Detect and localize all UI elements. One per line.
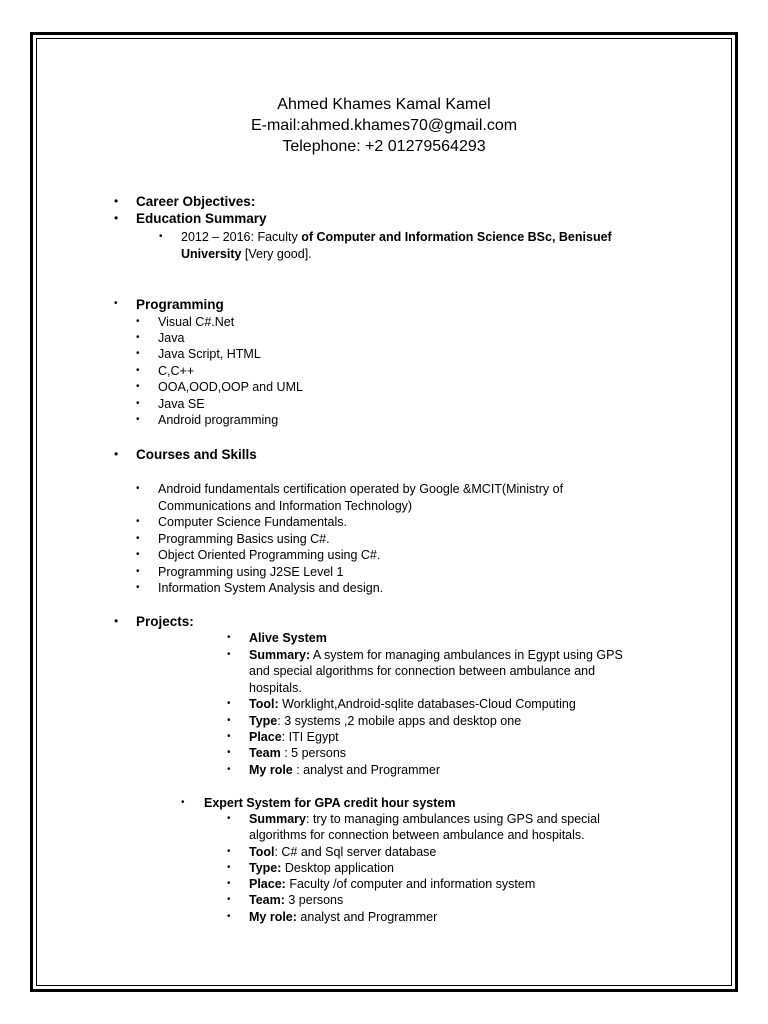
project-tool xyxy=(249,844,436,860)
bullet: • xyxy=(227,649,231,660)
field-label: Place xyxy=(249,730,282,744)
field-label: Summary xyxy=(249,812,306,826)
course-item: Computer Science Fundamentals. xyxy=(158,515,347,529)
programming-item: Java SE xyxy=(158,397,205,411)
field-value: : 3 systems ,2 mobile apps and desktop one xyxy=(277,714,522,728)
bullet: • xyxy=(227,715,231,726)
programming-item: Java Script, HTML xyxy=(158,347,261,361)
field-value: Desktop application xyxy=(281,861,394,875)
field-label: Summary: xyxy=(249,648,311,662)
field-label: Type xyxy=(249,714,278,728)
field-value: : C# and Sql server database xyxy=(274,845,437,859)
bullet: • xyxy=(114,614,119,628)
bullet: • xyxy=(227,632,231,643)
field-value: : analyst and Programmer xyxy=(292,763,441,777)
bullet: • xyxy=(136,566,140,577)
section-education-summary: Education Summary xyxy=(136,211,267,226)
project-summary xyxy=(249,811,600,827)
programming-item: C,C++ xyxy=(158,364,195,378)
section-projects: Projects: xyxy=(136,614,194,629)
course-item: Android fundamentals certification operated by Google &MCIT(Ministry of xyxy=(158,482,564,496)
field-value: : try to managing ambulances using GPS and special xyxy=(305,812,600,826)
field-value: : 5 persons xyxy=(280,746,347,760)
project-title: Alive System xyxy=(249,631,327,645)
candidate-name: Ahmed Khames Kamal Kamel xyxy=(277,96,491,113)
course-item: Programming using J2SE Level 1 xyxy=(158,565,344,579)
field-value: A system for managing ambulances in Egypt using GPS xyxy=(310,648,623,662)
section-career-objectives: Career Objectives: xyxy=(136,194,256,209)
candidate-phone: Telephone: +2 01279564293 xyxy=(282,138,486,155)
candidate-email: E-mail:ahmed.khames70@gmail.com xyxy=(250,117,518,134)
project-role xyxy=(249,762,440,778)
field-label: Team xyxy=(249,746,281,760)
field-label: Team: xyxy=(249,893,285,907)
bullet: • xyxy=(136,483,140,494)
field-value: 3 persons xyxy=(284,893,344,907)
bullet: • xyxy=(114,298,118,309)
bullet: • xyxy=(136,582,140,593)
course-item: Object Oriented Programming using C#. xyxy=(158,548,381,562)
bullet: • xyxy=(136,533,140,544)
field-value: Faculty /of computer and information system xyxy=(285,877,536,891)
bullet: • xyxy=(136,398,140,409)
bullet: • xyxy=(136,332,140,343)
field-label: My role xyxy=(249,763,293,777)
bullet: • xyxy=(227,731,231,742)
field-label: My role: xyxy=(249,910,297,924)
bullet: • xyxy=(136,348,140,359)
bullet: • xyxy=(227,911,231,922)
bullet: • xyxy=(227,747,231,758)
course-item-continued: Communications and Information Technology) xyxy=(158,499,413,513)
field-value: : ITI Egypt xyxy=(281,730,339,744)
education-line-1 xyxy=(181,229,612,245)
project-type xyxy=(249,713,521,729)
field-label: Tool xyxy=(249,845,275,859)
bullet: • xyxy=(227,878,231,889)
project-title: Expert System for GPA credit hour system xyxy=(204,796,456,810)
programming-item: Android programming xyxy=(158,413,279,427)
course-item: Information System Analysis and design. xyxy=(158,581,384,595)
bullet: • xyxy=(181,797,185,808)
bullet: • xyxy=(227,846,231,857)
programming-item: Java xyxy=(158,331,185,345)
field-value: analyst and Programmer xyxy=(296,910,438,924)
programming-item: Visual C#.Net xyxy=(158,315,235,329)
education-line-2 xyxy=(181,246,312,262)
bullet: • xyxy=(136,549,140,560)
bullet: • xyxy=(136,414,140,425)
project-team xyxy=(249,745,346,761)
bullet: • xyxy=(114,211,119,225)
bullet: • xyxy=(227,894,231,905)
field-label: Tool: xyxy=(249,697,279,711)
bullet: • xyxy=(227,813,231,824)
bullet: • xyxy=(136,516,140,527)
programming-item: OOA,OOD,OOP and UML xyxy=(158,380,303,394)
bullet: • xyxy=(114,194,119,208)
project-summary xyxy=(249,647,623,663)
field-label: Type: xyxy=(249,861,282,875)
bullet: • xyxy=(136,381,140,392)
bullet: • xyxy=(136,316,140,327)
education-dates: 2012 – 2016: Faculty xyxy=(181,230,302,244)
course-item: Programming Basics using C#. xyxy=(158,532,330,546)
education-degree: of Computer and Information Science BSc, Benisuef xyxy=(301,230,612,244)
bullet: • xyxy=(159,231,163,242)
field-value: Worklight,Android-sqlite databases-Cloud Computing xyxy=(278,697,576,711)
project-type xyxy=(249,860,394,876)
bullet: • xyxy=(227,862,231,873)
bullet: • xyxy=(114,447,119,461)
project-summary-line-2: and special algorithms for connection between ambulance and xyxy=(249,664,596,678)
project-summary-line-3: hospitals. xyxy=(249,681,302,695)
project-tool xyxy=(249,696,576,712)
project-place xyxy=(249,729,339,745)
education-university: University xyxy=(181,247,242,261)
project-summary-line-2: algorithms for connection between ambulance and hospitals. xyxy=(249,828,585,842)
bullet: • xyxy=(136,365,140,376)
section-courses-skills: Courses and Skills xyxy=(136,447,257,462)
field-label: Place: xyxy=(249,877,286,891)
project-team xyxy=(249,892,343,908)
section-programming: Programming xyxy=(136,297,224,312)
project-place xyxy=(249,876,535,892)
bullet: • xyxy=(227,698,231,709)
bullet: • xyxy=(227,764,231,775)
education-grade: [Very good]. xyxy=(241,247,312,261)
project-role xyxy=(249,909,437,925)
